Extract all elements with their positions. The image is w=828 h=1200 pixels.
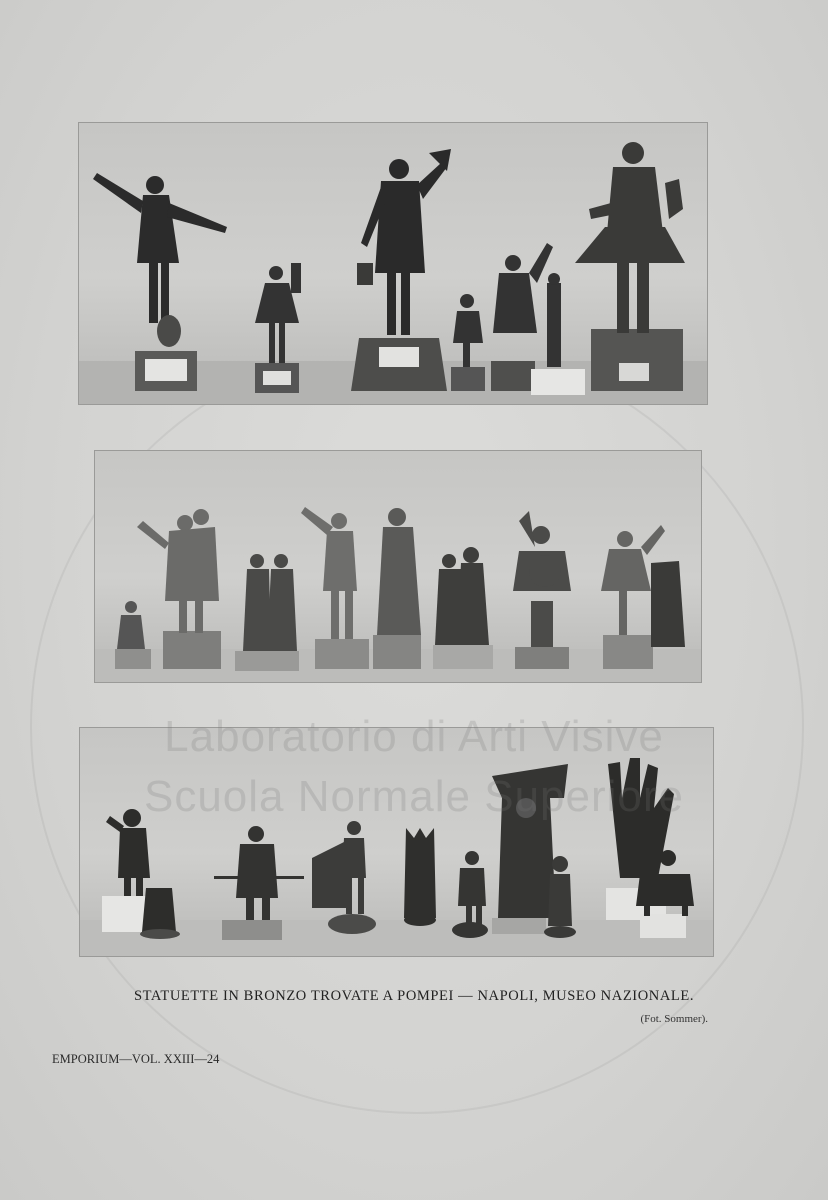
watermark-line-2: Scuola Normale Superiore: [143, 772, 685, 821]
photo-plate-3: [80, 728, 713, 956]
photo-plate-2: [95, 451, 701, 682]
statuettes-row-1-image: [79, 123, 707, 404]
photo-plate-1: [79, 123, 707, 404]
statuettes-row-2-image: [95, 451, 701, 682]
watermark-line-1: Laboratorio di Arti Visive: [164, 712, 664, 761]
statuettes-row-3-image: [80, 728, 713, 956]
photo-credit: (Fot. Sommer).: [640, 1013, 708, 1025]
plate-caption: STATUETTE IN BRONZO TROVATE A POMPEI — NAPOLI, MUSEO NAZIONALE.: [133, 988, 695, 1004]
page-footer-signature: EMPORIUM—VOL. XXIII—24: [52, 1052, 220, 1066]
